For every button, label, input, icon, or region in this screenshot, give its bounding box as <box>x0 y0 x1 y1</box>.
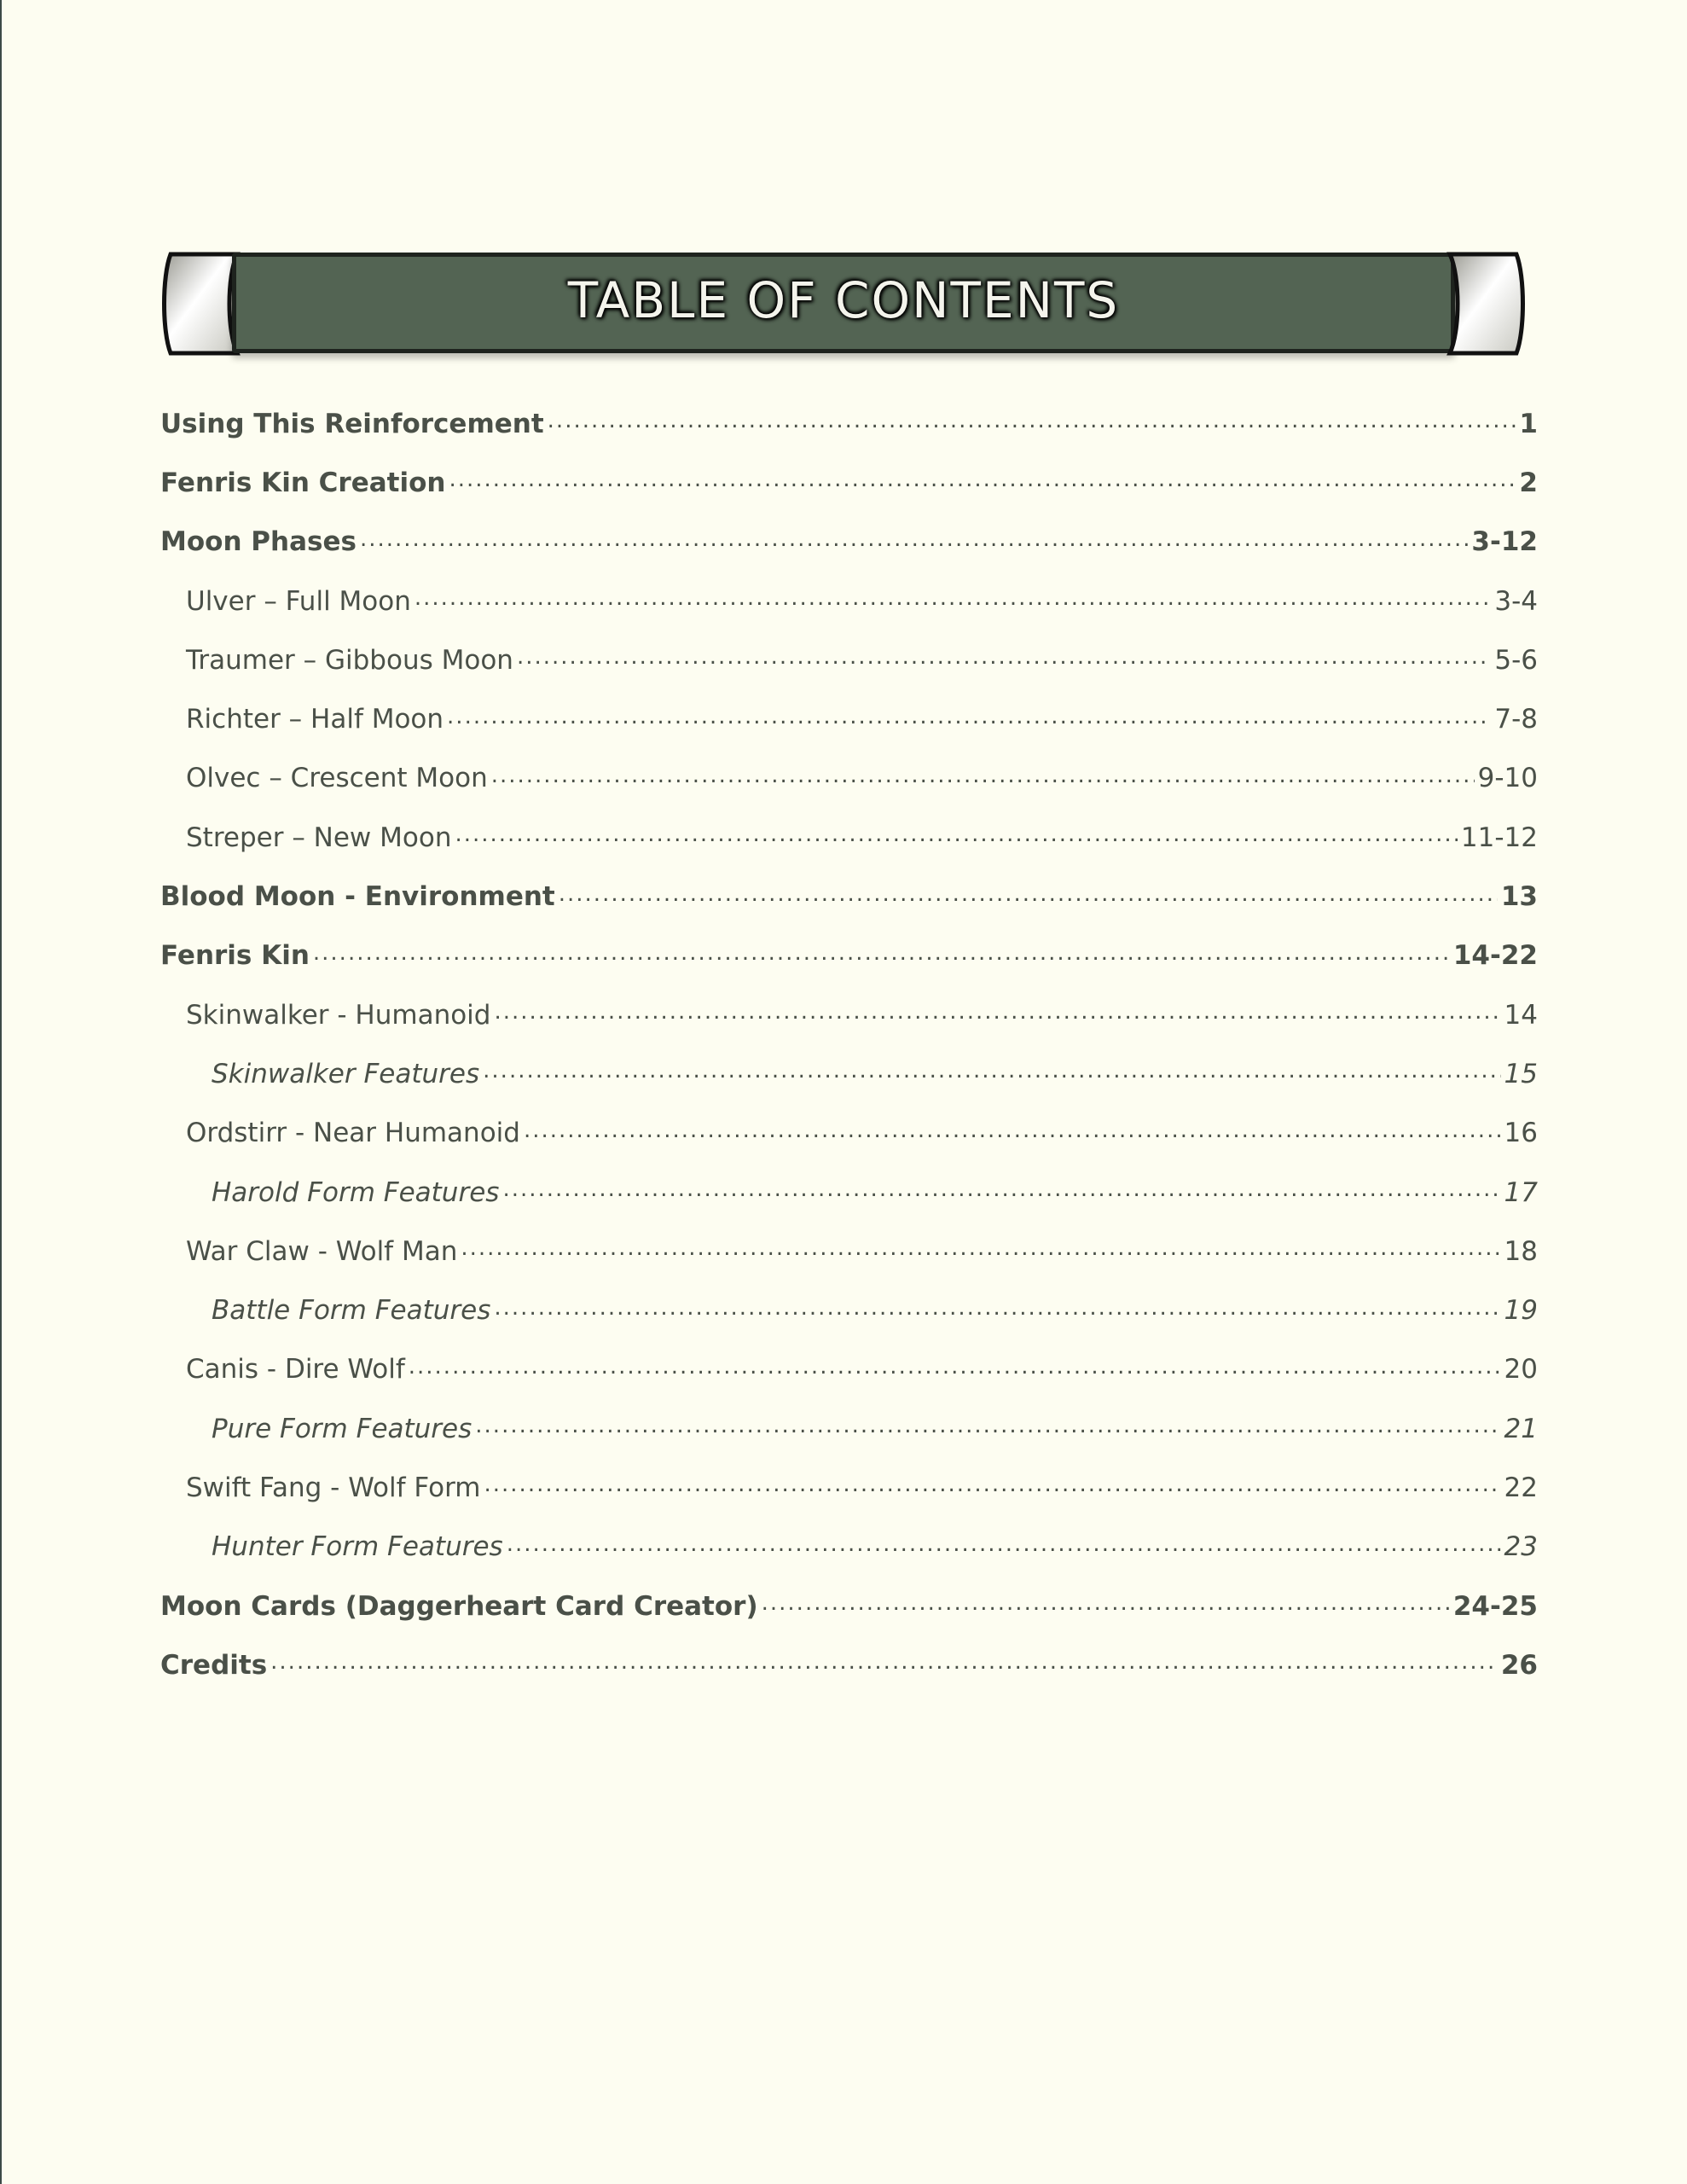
toc-entry-title: Harold Form Features <box>212 1176 500 1208</box>
toc-entry[interactable] <box>160 926 1538 985</box>
toc-entry-title: Olvec – Crescent Moon <box>186 763 488 794</box>
toc-entry[interactable] <box>160 1222 1538 1281</box>
toc-entry-page: 15 <box>1504 1058 1538 1089</box>
toc-entry[interactable] <box>160 630 1538 689</box>
toc-entry-page: 5-6 <box>1494 644 1538 676</box>
toc-dot-leader <box>461 1238 1500 1264</box>
toc-dot-leader <box>517 647 1491 673</box>
toc-entry-title: Ulver – Full Moon <box>186 585 411 617</box>
toc-entry-page: 2 <box>1519 467 1538 498</box>
toc-dot-leader <box>494 1298 1500 1324</box>
toc-entry[interactable] <box>160 1163 1538 1222</box>
toc-entry[interactable] <box>160 1399 1538 1458</box>
toc-entry-title: Battle Form Features <box>212 1295 491 1327</box>
toc-dot-leader <box>483 1060 1500 1087</box>
toc-entry[interactable] <box>160 749 1538 808</box>
toc-dot-leader <box>449 469 1516 496</box>
toc-entry[interactable] <box>160 513 1538 572</box>
toc-entry-page: 23 <box>1504 1531 1538 1563</box>
toc-dot-leader <box>502 1179 1500 1205</box>
toc-entry-page: 24-25 <box>1452 1590 1538 1622</box>
toc-dot-leader <box>313 943 1450 969</box>
toc-entry-page: 9-10 <box>1477 763 1538 794</box>
toc-entry-page: 26 <box>1500 1649 1538 1681</box>
toc-dot-leader <box>409 1356 1501 1383</box>
toc-entry-title: Richter – Half Moon <box>186 704 444 735</box>
toc-entry[interactable] <box>160 1281 1538 1339</box>
toc-entry[interactable] <box>160 394 1538 453</box>
toc-entry[interactable] <box>160 1458 1538 1517</box>
toc-entry-page: 13 <box>1500 881 1538 913</box>
toc-entry-title: Canis - Dire Wolf <box>186 1354 405 1385</box>
toc-entry-title: Moon Cards (Daggerheart Card Creator) <box>160 1590 758 1622</box>
toc-entry-title: Credits <box>160 1649 268 1681</box>
toc-dot-leader <box>507 1534 1501 1560</box>
toc-entry-title: Skinwalker - Humanoid <box>186 999 491 1031</box>
toc-dot-leader <box>494 1002 1500 1028</box>
toc-entry-page: 16 <box>1504 1118 1538 1149</box>
toc-entry-title: Fenris Kin <box>160 940 310 972</box>
toc-entry-page: 19 <box>1504 1295 1538 1327</box>
toc-dot-leader <box>548 410 1516 437</box>
toc-entry-page: 3-4 <box>1494 585 1538 617</box>
toc-dot-leader <box>455 824 1457 851</box>
toc-entry[interactable] <box>160 572 1538 630</box>
toc-entry-page: 14-22 <box>1452 940 1538 972</box>
toc-entry-page: 21 <box>1504 1413 1538 1444</box>
toc-entry[interactable] <box>160 808 1538 867</box>
toc-entry[interactable] <box>160 689 1538 748</box>
toc-dot-leader <box>270 1652 1498 1678</box>
toc-dot-leader <box>491 765 1475 792</box>
toc-dot-leader <box>559 884 1498 910</box>
toc-entry-page: 11-12 <box>1460 822 1538 853</box>
toc-entry-title: Moon Phases <box>160 526 357 558</box>
toc-dot-leader <box>475 1415 1500 1442</box>
page-title: TABLE OF CONTENTS <box>567 271 1120 329</box>
toc-entry-title: Swift Fang - Wolf Form <box>186 1472 481 1503</box>
toc-entry-title: Ordstirr - Near Humanoid <box>186 1118 520 1149</box>
toc-entry[interactable] <box>160 1340 1538 1399</box>
toc-entry-page: 3-12 <box>1471 526 1538 558</box>
toc-entry[interactable] <box>160 453 1538 512</box>
toc-entry-page: 14 <box>1504 999 1538 1031</box>
toc-dot-leader <box>762 1593 1450 1619</box>
toc-entry-page: 18 <box>1504 1235 1538 1267</box>
toc-dot-leader <box>360 529 1468 555</box>
toc-dot-leader <box>524 1120 1501 1147</box>
page-edge <box>0 0 2 2184</box>
toc-entry-page: 1 <box>1519 408 1538 439</box>
toc-entry-title: Skinwalker Features <box>212 1058 480 1089</box>
toc-dot-leader <box>447 706 1491 733</box>
toc-entry-title: War Claw - Wolf Man <box>186 1235 458 1267</box>
toc-entry[interactable] <box>160 1577 1538 1635</box>
toc-entry[interactable] <box>160 1044 1538 1103</box>
toc-entry-title: Streper – New Moon <box>186 822 452 853</box>
toc-dot-leader <box>415 588 1491 614</box>
toc-entry-page: 7-8 <box>1494 704 1538 735</box>
toc-entry[interactable] <box>160 1635 1538 1694</box>
toc-entry-page: 22 <box>1504 1472 1538 1503</box>
scroll-cap-right-icon <box>1443 251 1528 357</box>
toc-entry-title: Blood Moon - Environment <box>160 881 555 913</box>
toc-entry-page: 20 <box>1504 1354 1538 1385</box>
title-banner <box>159 251 1528 357</box>
toc-entry-title: Fenris Kin Creation <box>160 467 446 498</box>
toc-entry[interactable] <box>160 985 1538 1044</box>
table-of-contents <box>160 394 1538 1695</box>
toc-entry-title: Pure Form Features <box>212 1413 472 1444</box>
toc-entry-title: Hunter Form Features <box>212 1531 503 1563</box>
toc-entry-page: 17 <box>1504 1176 1538 1208</box>
toc-entry[interactable] <box>160 1104 1538 1163</box>
toc-dot-leader <box>484 1474 1501 1501</box>
toc-entry[interactable] <box>160 1518 1538 1577</box>
toc-entry-title: Traumer – Gibbous Moon <box>186 644 513 676</box>
toc-entry-title: Using This Reinforcement <box>160 408 544 439</box>
toc-entry[interactable] <box>160 867 1538 926</box>
